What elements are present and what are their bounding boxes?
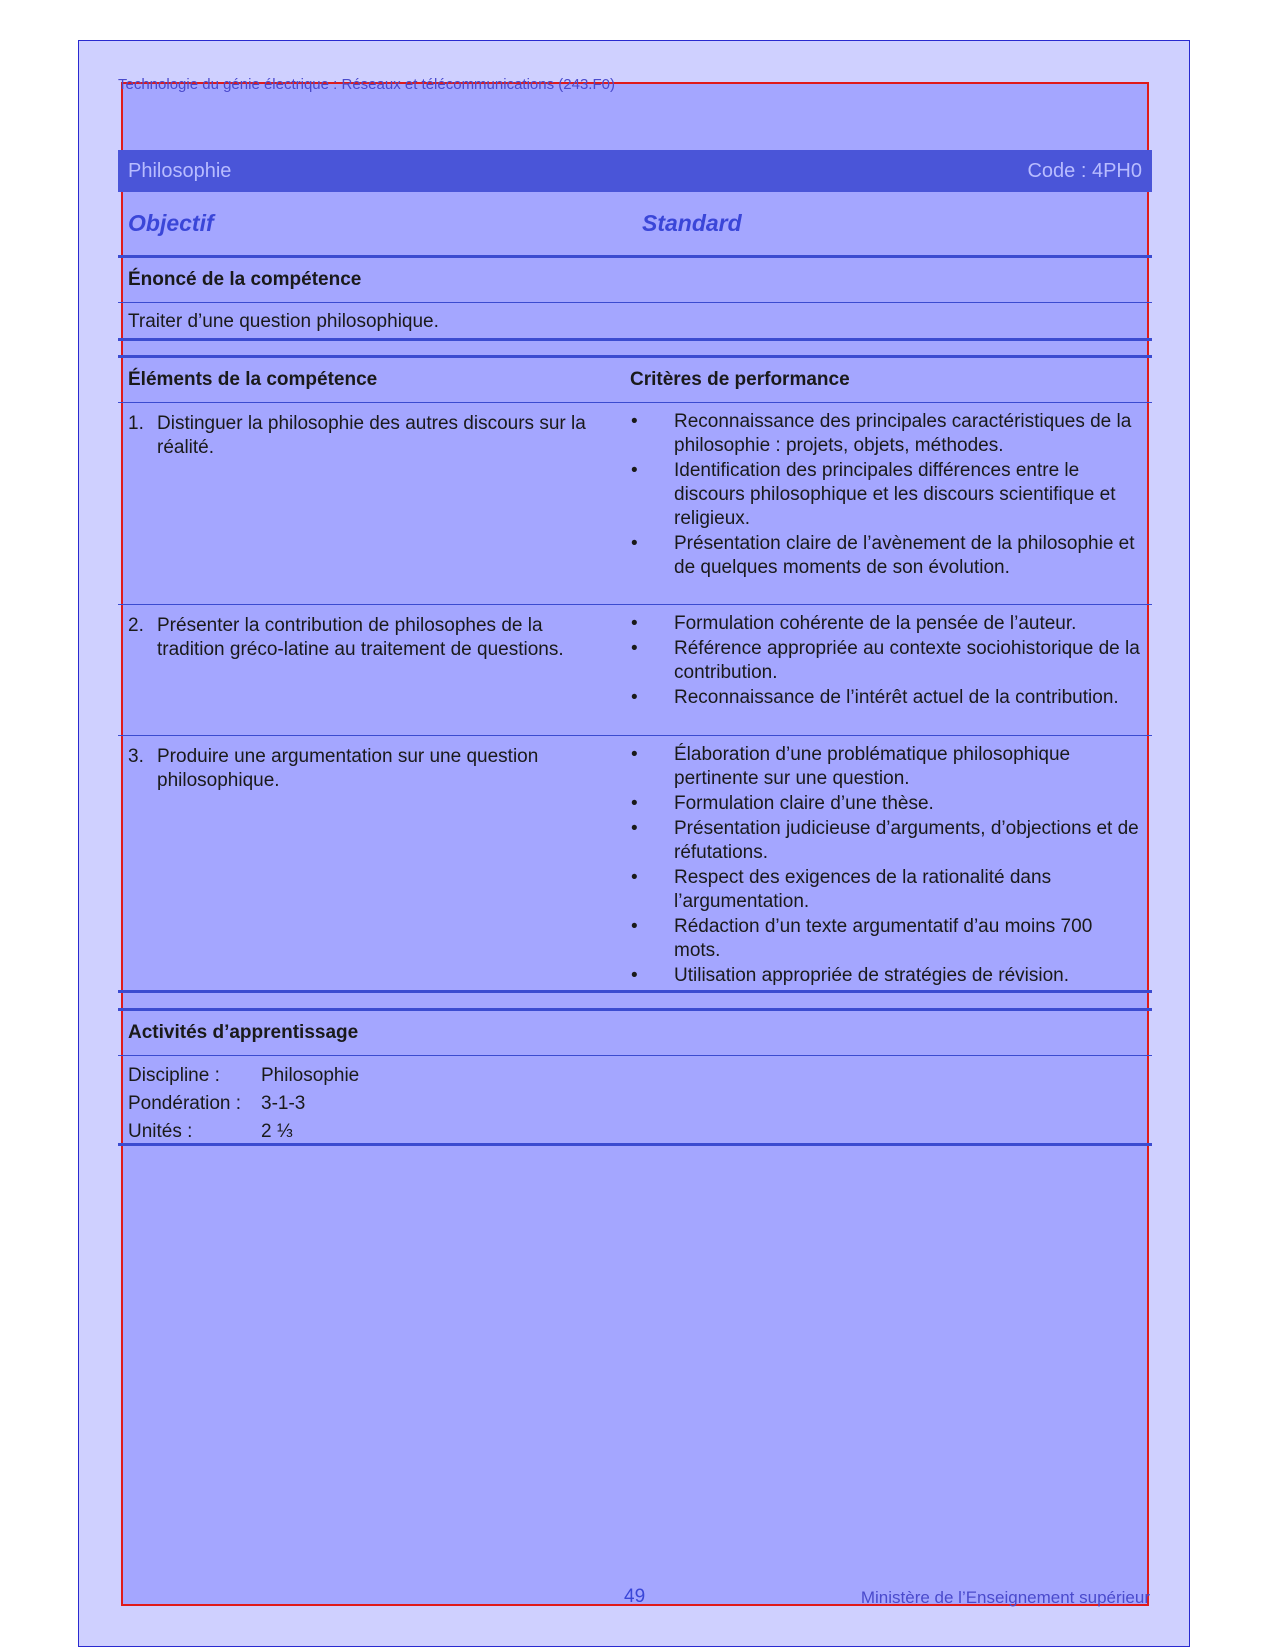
ponderation-line (128, 1090, 1142, 1118)
objectif-label: Objectif (128, 210, 214, 236)
ponderation-value: 3-1-3 (261, 1093, 306, 1114)
criterion-item: • Élaboration d’une problématique philosophique pertinente sur une question. (630, 743, 1140, 791)
title-bar (118, 150, 1152, 192)
subject-title: Philosophie (128, 159, 232, 182)
criteria-heading: Critères de performance (630, 369, 850, 390)
element-text (128, 614, 608, 662)
element-row (118, 403, 1152, 605)
element-label: Produire une argumentation sur une question philosophique. (157, 746, 539, 791)
footer-ministry: Ministère de l’Enseignement supérieur (860, 1588, 1150, 1607)
enonce-heading: Énoncé de la compétence (118, 258, 1152, 303)
element-row (118, 736, 1152, 992)
criterion-item: • Reconnaissance de l’intérêt actuel de la contribution. (630, 686, 1140, 710)
element-label: Distinguer la philosophie des autres discours sur la réalité. (157, 413, 586, 458)
running-header: Technologie du génie électrique : Réseaux et télécommunications (243.F0) (118, 76, 615, 93)
discipline-key: Discipline : (128, 1065, 220, 1086)
activites-section (118, 1008, 1152, 1146)
standard-label: Standard (642, 210, 742, 236)
unites-key: Unités : (128, 1121, 193, 1142)
criterion-item: • Utilisation appropriée de stratégies de révision. (630, 964, 1140, 988)
element-text (128, 745, 608, 793)
criterion-item: • Formulation claire d’une thèse. (630, 792, 1140, 816)
criterion-item: • Référence appropriée au contexte sociohistorique de la contribution. (630, 637, 1140, 685)
criterion-item: • Formulation cohérente de la pensée de l’auteur. (630, 612, 1140, 636)
unites-value: 2 ⅓ (261, 1121, 293, 1142)
element-number: 1. (128, 413, 144, 434)
criterion-item: • Identification des principales différences entre le discours philosophique et les discours scientifique et religieux. (630, 459, 1140, 531)
activites-heading: Activités d’apprentissage (118, 1011, 1152, 1056)
element-number: 2. (128, 615, 144, 636)
criterion-item: • Respect des exigences de la rationalité dans l’argumentation. (630, 866, 1140, 914)
element-number: 3. (128, 746, 144, 767)
element-text (128, 412, 608, 460)
discipline-value: Philosophie (261, 1065, 360, 1086)
discipline-line (128, 1062, 1142, 1090)
criterion-item: • Présentation claire de l’avènement de la philosophie et de quelques moments de son évolution. (630, 532, 1140, 580)
ponderation-key: Pondération : (128, 1093, 242, 1114)
enonce-section (118, 255, 1152, 341)
criteria-list (630, 410, 1140, 581)
course-code: Code : 4PH0 (1027, 159, 1142, 182)
unites-line (128, 1118, 1142, 1146)
criterion-item: • Rédaction d’un texte argumentatif d’au moins 700 mots. (630, 915, 1140, 963)
criteria-list (630, 612, 1140, 711)
criteria-list (630, 743, 1140, 989)
criterion-item: • Reconnaissance des principales caractéristiques de la philosophie : projets, objets, méthodes. (630, 410, 1140, 458)
page-number: 49 (624, 1586, 646, 1607)
element-row (118, 605, 1152, 736)
activites-details (118, 1056, 1152, 1146)
objective-standard-row (118, 210, 1152, 242)
enonce-text: Traiter d’une question philosophique. (128, 311, 439, 332)
elements-header (118, 358, 1152, 403)
elements-heading: Éléments de la compétence (128, 369, 378, 390)
elements-section (118, 355, 1152, 993)
criterion-item: • Présentation judicieuse d’arguments, d’objections et de réfutations. (630, 817, 1140, 865)
element-label: Présenter la contribution de philosophes de la tradition gréco-latine au traitement de questions. (157, 615, 564, 660)
